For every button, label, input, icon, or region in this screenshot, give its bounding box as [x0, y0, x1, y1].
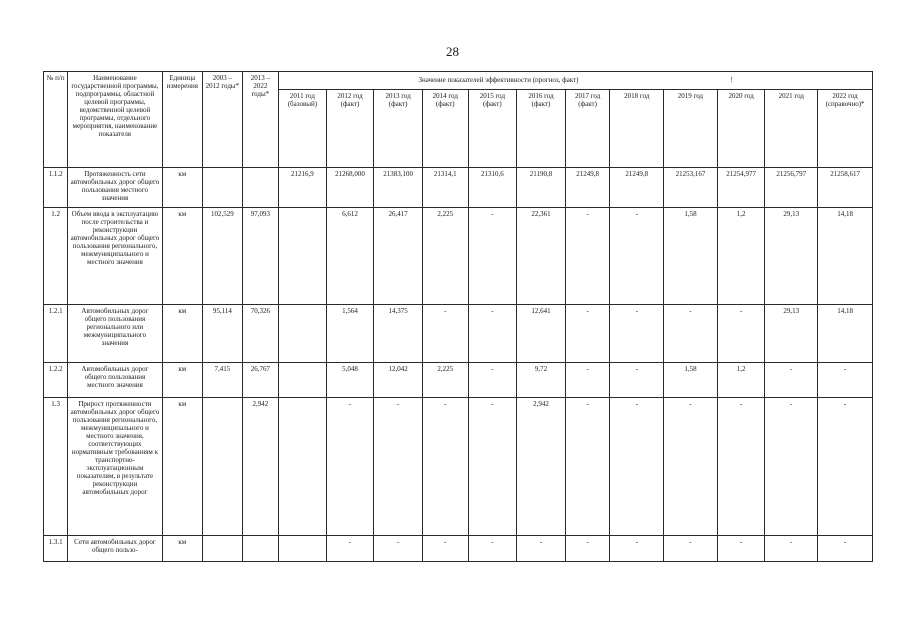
header-unit: Единица измерения — [162, 72, 203, 168]
header-year: 2022 год (справочно)* — [818, 90, 873, 168]
year-value-cell: 14,375 — [374, 305, 423, 363]
year-value-cell: 1,564 — [326, 305, 374, 363]
year-value-cell: 1,58 — [664, 363, 718, 398]
year-value-cell: 1,2 — [717, 208, 765, 305]
year-value-cell: - — [422, 305, 468, 363]
year-value-cell: - — [664, 536, 718, 562]
year-value-cell: 21253,167 — [664, 168, 718, 208]
year-value-cell: 22,361 — [517, 208, 566, 305]
header-year: 2015 год (факт) — [468, 90, 517, 168]
year-value-cell: - — [818, 398, 873, 536]
year-value-cell: 21216,9 — [279, 168, 327, 208]
year-value-cell: 2,225 — [422, 208, 468, 305]
row-number: 1.3 — [44, 398, 68, 536]
row-unit: км — [162, 398, 203, 536]
year-value-cell: - — [610, 305, 664, 363]
value-2013-2022 — [242, 168, 278, 208]
year-value-cell — [279, 536, 327, 562]
row-number: 1.2.1 — [44, 305, 68, 363]
year-value-cell: 21249,8 — [565, 168, 610, 208]
year-value-cell: - — [565, 398, 610, 536]
row-name: Объем ввода в эксплуатацию после строительства и реконструкции автомобильных дорог общего пользования регионального, межмуниципального и местного значения — [68, 208, 162, 305]
header-year: 2018 год — [610, 90, 664, 168]
value-2013-2022: 70,326 — [242, 305, 278, 363]
year-value-cell: - — [468, 536, 517, 562]
year-value-cell: - — [374, 398, 423, 536]
year-value-cell: - — [765, 363, 818, 398]
row-unit: км — [162, 168, 203, 208]
row-name: Прирост протяженности автомобильных дорог общего пользования регионального, межмуниципального и местного значения, соответствующих нормативным требованиям к транспортно-эксплуатационным показателям, в результате реконструкции автомобильных дорог — [68, 398, 162, 536]
year-value-cell: - — [565, 536, 610, 562]
year-value-cell — [279, 398, 327, 536]
year-value-cell: 12,042 — [374, 363, 423, 398]
year-value-cell: - — [717, 305, 765, 363]
value-2013-2022 — [242, 536, 278, 562]
year-value-cell: 29,13 — [765, 305, 818, 363]
year-value-cell: 21383,100 — [374, 168, 423, 208]
year-value-cell: - — [326, 536, 374, 562]
year-value-cell: 6,612 — [326, 208, 374, 305]
value-2003-2012 — [203, 168, 243, 208]
year-value-cell — [279, 305, 327, 363]
value-2003-2012: 102,529 — [203, 208, 243, 305]
row-name: Сети автомобильных дорог общего пользо- — [68, 536, 162, 562]
header-year: 2017 год (факт) — [565, 90, 610, 168]
year-value-cell: - — [664, 398, 718, 536]
value-2003-2012: 95,114 — [203, 305, 243, 363]
year-value-cell: - — [664, 305, 718, 363]
header-group-mark: ! — [730, 76, 733, 84]
row-name: Протяженность сети автомобильных дорог общего пользования местного значения — [68, 168, 162, 208]
year-value-cell: 2,225 — [422, 363, 468, 398]
value-2003-2012: 7,415 — [203, 363, 243, 398]
table-row — [44, 168, 873, 208]
row-number: 1.3.1 — [44, 536, 68, 562]
year-value-cell: - — [818, 363, 873, 398]
year-value-cell: 21314,1 — [422, 168, 468, 208]
year-value-cell: - — [717, 398, 765, 536]
header-group — [279, 72, 873, 90]
table-row — [44, 363, 873, 398]
table-row — [44, 536, 873, 562]
header-year: 2011 год (базовый) — [279, 90, 327, 168]
year-value-cell: - — [818, 536, 873, 562]
year-value-cell: 2,942 — [517, 398, 566, 536]
row-number: 1.1.2 — [44, 168, 68, 208]
year-value-cell: - — [610, 536, 664, 562]
value-2013-2022: 2,942 — [242, 398, 278, 536]
year-value-cell: - — [374, 536, 423, 562]
year-value-cell: - — [517, 536, 566, 562]
year-value-cell: 14,18 — [818, 208, 873, 305]
year-value-cell: 14,18 — [818, 305, 873, 363]
value-2013-2022: 26,767 — [242, 363, 278, 398]
year-value-cell: 29,13 — [765, 208, 818, 305]
year-value-cell: 21258,617 — [818, 168, 873, 208]
value-2013-2022: 97,093 — [242, 208, 278, 305]
table-row — [44, 208, 873, 305]
year-value-cell: - — [765, 536, 818, 562]
page-number: 28 — [446, 44, 459, 59]
year-value-cell: - — [565, 208, 610, 305]
year-value-cell: 21268,000 — [326, 168, 374, 208]
year-value-cell: - — [765, 398, 818, 536]
year-value-cell: 21310,6 — [468, 168, 517, 208]
row-unit: км — [162, 208, 203, 305]
year-value-cell — [279, 363, 327, 398]
year-value-cell: 5,048 — [326, 363, 374, 398]
header-year: 2021 год — [765, 90, 818, 168]
header-2003-2012: 2003 – 2012 годы* — [203, 72, 243, 168]
year-value-cell: 21190,8 — [517, 168, 566, 208]
year-value-cell: 1,58 — [664, 208, 718, 305]
year-value-cell: - — [565, 363, 610, 398]
table-body — [44, 168, 873, 562]
row-name: Автомобильных дорог общего пользования регионального или межмуниципального значения — [68, 305, 162, 363]
header-year: 2012 год (факт) — [326, 90, 374, 168]
table-row — [44, 305, 873, 363]
year-value-cell: - — [422, 398, 468, 536]
year-value-cell: - — [717, 536, 765, 562]
year-value-cell: - — [468, 208, 517, 305]
year-value-cell: 12,641 — [517, 305, 566, 363]
year-value-cell: - — [468, 305, 517, 363]
year-value-cell: - — [610, 398, 664, 536]
indicators-table — [43, 71, 873, 562]
header-year: 2019 год — [664, 90, 718, 168]
year-value-cell: - — [610, 363, 664, 398]
value-2003-2012 — [203, 536, 243, 562]
row-number: 1.2 — [44, 208, 68, 305]
year-value-cell: 1,2 — [717, 363, 765, 398]
row-name: Автомобильных дорог общего пользования местного значения — [68, 363, 162, 398]
year-value-cell: 21249,8 — [610, 168, 664, 208]
year-value-cell: - — [422, 536, 468, 562]
table-row — [44, 398, 873, 536]
row-unit: км — [162, 536, 203, 562]
header-year: 2014 год (факт) — [422, 90, 468, 168]
row-number: 1.2.2 — [44, 363, 68, 398]
year-value-cell: 21254,977 — [717, 168, 765, 208]
year-value-cell: - — [468, 363, 517, 398]
header-num: № п/п — [44, 72, 68, 168]
year-value-cell: 26,417 — [374, 208, 423, 305]
header-year: 2016 год (факт) — [517, 90, 566, 168]
year-value-cell: - — [326, 398, 374, 536]
year-value-cell — [279, 208, 327, 305]
header-year: 2013 год (факт) — [374, 90, 423, 168]
row-unit: км — [162, 305, 203, 363]
header-group-title: Значение показателей эффективности (прогноз, факт) — [418, 76, 579, 84]
year-value-cell: 9,72 — [517, 363, 566, 398]
year-value-cell: - — [468, 398, 517, 536]
year-value-cell: - — [610, 208, 664, 305]
header-2013-2022: 2013 – 2022 годы* — [242, 72, 278, 168]
row-unit: км — [162, 363, 203, 398]
header-year: 2020 год — [717, 90, 765, 168]
year-value-cell: - — [565, 305, 610, 363]
header-name: Наименование государственной программы, подпрограммы, областной целевой программы, ведомственной целевой программы, отдельного мероприятия, наименование показателя — [68, 72, 162, 168]
value-2003-2012 — [203, 398, 243, 536]
year-value-cell: 21256,797 — [765, 168, 818, 208]
